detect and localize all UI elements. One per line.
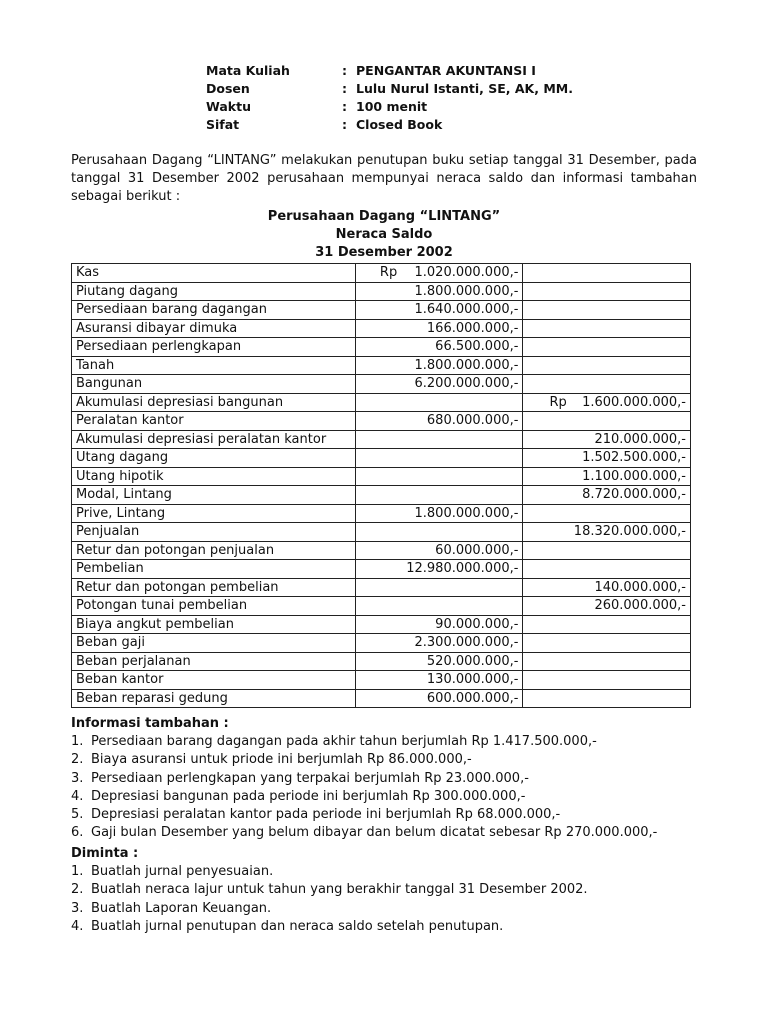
item-text: Persediaan perlengkapan yang terpakai berjumlah Rp 23.000.000,-	[91, 770, 529, 786]
item-number: 3.	[71, 770, 84, 786]
info-item	[71, 824, 711, 842]
debit-amount: 130.000.000,-	[426, 672, 519, 688]
credit-cell	[523, 578, 691, 597]
account-name-cell: Beban perjalanan	[72, 652, 356, 671]
debit-cell	[355, 689, 523, 708]
exam-header	[206, 62, 686, 134]
debit-amount: 66.500.000,-	[435, 339, 519, 355]
info-item	[71, 733, 711, 751]
header-value: Closed Book	[356, 117, 443, 132]
account-name-cell: Biaya angkut pembelian	[72, 615, 356, 634]
table-row	[72, 449, 691, 468]
table-row	[72, 523, 691, 542]
item-number: 4.	[71, 918, 84, 934]
debit-amount: 90.000.000,-	[435, 616, 519, 632]
info-item	[71, 770, 711, 788]
account-name-cell: Piutang dagang	[72, 282, 356, 301]
table-row	[72, 541, 691, 560]
debit-cell	[355, 560, 523, 579]
account-name-cell: Peralatan kantor	[72, 412, 356, 431]
item-number: 5.	[71, 807, 84, 823]
debit-amount: 12.980.000.000,-	[406, 561, 519, 577]
debit-amount: 60.000.000,-	[435, 542, 519, 558]
credit-amount: 8.720.000.000,-	[582, 487, 686, 503]
item-number: 6.	[71, 825, 84, 841]
account-name-cell: Akumulasi depresiasi bangunan	[72, 393, 356, 412]
debit-cell	[355, 671, 523, 690]
credit-cell	[523, 671, 691, 690]
item-number: 2.	[71, 752, 84, 768]
item-text: Depresiasi peralatan kantor pada periode ini berjumlah Rp 68.000.000,-	[91, 807, 561, 823]
account-name-cell: Akumulasi depresiasi peralatan kantor	[72, 430, 356, 449]
account-name-cell: Beban gaji	[72, 634, 356, 653]
credit-cell	[523, 615, 691, 634]
account-name-cell: Kas	[72, 264, 356, 283]
item-text: Persediaan barang dagangan pada akhir tahun berjumlah Rp 1.417.500.000,-	[91, 734, 597, 750]
credit-cell	[523, 375, 691, 394]
account-name-cell: Beban reparasi gedung	[72, 689, 356, 708]
debit-cell	[355, 412, 523, 431]
credit-cell	[523, 393, 691, 412]
account-name-cell: Bangunan	[72, 375, 356, 394]
credit-cell	[523, 301, 691, 320]
account-name-cell: Prive, Lintang	[72, 504, 356, 523]
header-row-nature	[206, 116, 686, 134]
debit-cell	[355, 393, 523, 412]
debit-amount: 600.000.000,-	[426, 690, 519, 706]
debit-amount: 1.800.000.000,-	[414, 357, 519, 373]
account-name-cell: Pembelian	[72, 560, 356, 579]
account-name-cell: Retur dan potongan pembelian	[72, 578, 356, 597]
debit-cell	[355, 597, 523, 616]
debit-cell	[355, 356, 523, 375]
item-number: 3.	[71, 900, 84, 916]
header-label: Sifat	[206, 117, 240, 132]
credit-amount: 1.100.000.000,-	[582, 468, 686, 484]
credit-cell	[523, 412, 691, 431]
table-row	[72, 338, 691, 357]
table-row	[72, 356, 691, 375]
table-row	[72, 597, 691, 616]
currency-label: Rp	[549, 394, 567, 410]
debit-cell	[355, 449, 523, 468]
item-number: 4.	[71, 788, 84, 804]
account-name-cell: Persediaan perlengkapan	[72, 338, 356, 357]
credit-cell	[523, 430, 691, 449]
info-item	[71, 788, 711, 806]
header-row-lecturer	[206, 80, 686, 98]
table-row	[72, 578, 691, 597]
table-row	[72, 393, 691, 412]
credit-cell	[523, 356, 691, 375]
debit-cell	[355, 541, 523, 560]
credit-cell	[523, 486, 691, 505]
task-item	[71, 863, 711, 881]
account-name-cell: Penjualan	[72, 523, 356, 542]
credit-cell	[523, 689, 691, 708]
debit-amount: 1.800.000.000,-	[414, 505, 519, 521]
debit-amount: 6.200.000.000,-	[414, 376, 519, 392]
credit-cell	[523, 560, 691, 579]
account-name-cell: Asuransi dibayar dimuka	[72, 319, 356, 338]
credit-cell	[523, 634, 691, 653]
task-item	[71, 881, 711, 899]
debit-cell	[355, 578, 523, 597]
info-item	[71, 751, 711, 769]
debit-amount: 1.640.000.000,-	[414, 302, 519, 318]
credit-cell	[523, 467, 691, 486]
credit-cell	[523, 541, 691, 560]
intro-paragraph: Perusahaan Dagang “LINTANG” melakukan penutupan buku setiap tanggal 31 Desember, pada tanggal 31 Desember 2002 perusahaan mempunyai neraca saldo dan informasi tambahan sebagai berikut :	[71, 153, 697, 204]
account-name-cell: Retur dan potongan penjualan	[72, 541, 356, 560]
currency-label: Rp	[379, 265, 398, 281]
account-name-cell: Modal, Lintang	[72, 486, 356, 505]
tasks-section	[71, 845, 711, 936]
credit-amount: 260.000.000,-	[594, 598, 686, 614]
info-item	[71, 806, 711, 824]
table-row	[72, 467, 691, 486]
company-title: Perusahaan Dagang “LINTANG”	[267, 209, 501, 224]
table-row	[72, 282, 691, 301]
debit-cell	[355, 523, 523, 542]
debit-cell	[355, 338, 523, 357]
table-row	[72, 264, 691, 283]
account-name-cell: Utang hipotik	[72, 467, 356, 486]
item-text: Buatlah jurnal penutupan dan neraca saldo setelah penutupan.	[91, 918, 504, 934]
account-name-cell: Beban kantor	[72, 671, 356, 690]
header-row-course	[206, 62, 686, 80]
credit-amount: 140.000.000,-	[594, 579, 686, 595]
item-text: Buatlah jurnal penyesuaian.	[91, 864, 274, 880]
header-value: 100 menit	[356, 99, 428, 114]
debit-cell	[355, 634, 523, 653]
item-text: Depresiasi bangunan pada periode ini berjumlah Rp 300.000.000,-	[91, 788, 526, 804]
table-row	[72, 689, 691, 708]
debit-amount: 166.000.000,-	[426, 320, 519, 336]
table-row	[72, 375, 691, 394]
table-row	[72, 430, 691, 449]
task-item	[71, 918, 711, 936]
header-separator: :	[342, 63, 347, 78]
item-text: Buatlah Laporan Keuangan.	[91, 900, 272, 916]
tasks-title: Diminta :	[71, 846, 139, 861]
account-name-cell: Potongan tunai pembelian	[72, 597, 356, 616]
debit-amount: 680.000.000,-	[426, 413, 519, 429]
debit-amount: 1.800.000.000,-	[414, 283, 519, 299]
header-separator: :	[342, 117, 347, 132]
info-title: Informasi tambahan :	[71, 716, 229, 731]
header-separator: :	[342, 81, 347, 96]
debit-cell	[355, 467, 523, 486]
header-value: Lulu Nurul Istanti, SE, AK, MM.	[356, 81, 573, 96]
credit-cell	[523, 597, 691, 616]
debit-amount: 1.020.000.000,-	[414, 265, 519, 281]
debit-cell	[355, 430, 523, 449]
credit-cell	[523, 523, 691, 542]
table-row	[72, 560, 691, 579]
debit-cell	[355, 282, 523, 301]
table-row	[72, 319, 691, 338]
header-label: Mata Kuliah	[206, 63, 290, 78]
credit-amount: 18.320.000.000,-	[573, 524, 686, 540]
task-item	[71, 900, 711, 918]
item-number: 1.	[71, 734, 84, 750]
account-name-cell: Persediaan barang dagangan	[72, 301, 356, 320]
header-value: PENGANTAR AKUNTANSI I	[356, 63, 536, 78]
item-number: 2.	[71, 882, 84, 898]
debit-cell	[355, 301, 523, 320]
credit-cell	[523, 282, 691, 301]
debit-amount: 2.300.000.000,-	[414, 635, 519, 651]
item-text: Buatlah neraca lajur untuk tahun yang berakhir tanggal 31 Desember 2002.	[91, 882, 588, 898]
credit-cell	[523, 319, 691, 338]
table-row	[72, 671, 691, 690]
info-section	[71, 715, 711, 842]
credit-amount: 1.600.000.000,-	[582, 394, 686, 410]
credit-cell	[523, 338, 691, 357]
table-row	[72, 412, 691, 431]
header-row-time	[206, 98, 686, 116]
credit-cell	[523, 449, 691, 468]
debit-cell	[355, 504, 523, 523]
credit-cell	[523, 504, 691, 523]
header-separator: :	[342, 99, 347, 114]
item-number: 1.	[71, 864, 84, 880]
account-name-cell: Utang dagang	[72, 449, 356, 468]
table-row	[72, 634, 691, 653]
report-title: Neraca Saldo	[335, 227, 433, 242]
table-row	[72, 486, 691, 505]
item-text: Biaya asuransi untuk priode ini berjumlah Rp 86.000.000,-	[91, 752, 472, 768]
debit-cell	[355, 375, 523, 394]
table-row	[72, 301, 691, 320]
debit-cell	[355, 264, 523, 283]
item-text: Gaji bulan Desember yang belum dibayar dan belum dicatat sebesar Rp 270.000.000,-	[91, 825, 658, 841]
debit-cell	[355, 652, 523, 671]
credit-amount: 1.502.500.000,-	[582, 450, 686, 466]
credit-amount: 210.000.000,-	[594, 431, 686, 447]
credit-cell	[523, 652, 691, 671]
report-date: 31 Desember 2002	[315, 245, 453, 260]
header-label: Waktu	[206, 99, 251, 114]
trial-balance-table	[71, 263, 691, 708]
credit-cell	[523, 264, 691, 283]
debit-cell	[355, 319, 523, 338]
table-row	[72, 615, 691, 634]
table-row	[72, 504, 691, 523]
header-label: Dosen	[206, 81, 250, 96]
debit-cell	[355, 486, 523, 505]
table-row	[72, 652, 691, 671]
debit-amount: 520.000.000,-	[426, 653, 519, 669]
debit-cell	[355, 615, 523, 634]
account-name-cell: Tanah	[72, 356, 356, 375]
